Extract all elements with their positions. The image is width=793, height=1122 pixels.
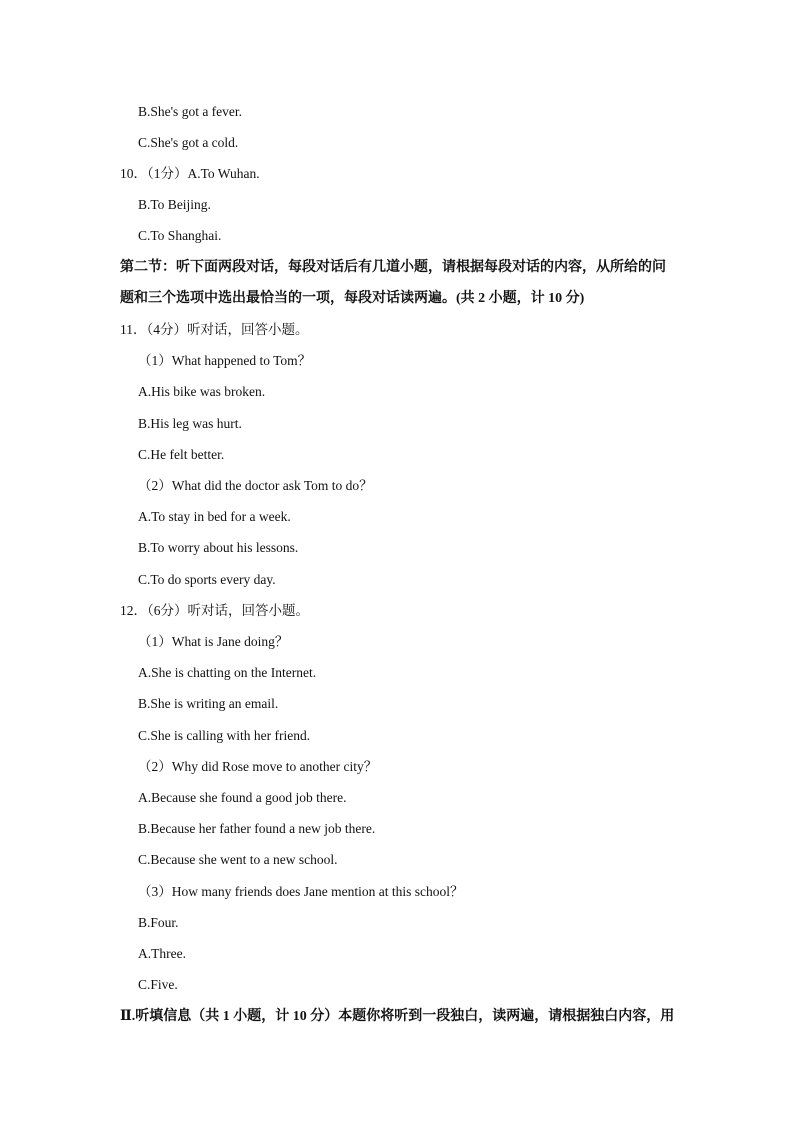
sub-question: （1）What happened to Tom？	[138, 353, 312, 368]
sub-question: （3）How many friends does Jane mention at this school？	[138, 884, 464, 899]
option-line: A.Because she found a good job there.	[138, 790, 347, 805]
option-line: B.To worry about his lessons.	[138, 540, 299, 555]
option-line: A.She is chatting on the Internet.	[138, 665, 317, 680]
option-line: B.Because her father found a new job there.	[138, 821, 376, 836]
option-line: C.He felt better.	[138, 447, 225, 462]
option-line: B.She's got a fever.	[138, 104, 243, 119]
option-line: B.She is writing an email.	[138, 696, 279, 711]
sub-question: （1）What is Jane doing？	[138, 634, 289, 649]
section-heading: 第二节：听下面两段对话，每段对话后有几道小题，请根据每段对话的内容，从所给的问	[120, 260, 666, 275]
option-line: A.Three.	[138, 946, 186, 961]
question-10: 10．（1分）A.To Wuhan.	[120, 166, 260, 181]
option-line: C.To do sports every day.	[138, 572, 276, 587]
option-line: C.Because she went to a new school.	[138, 852, 338, 867]
question-12: 12．（6分）听对话，回答小题。	[120, 603, 309, 618]
question-11: 11．（4分）听对话，回答小题。	[120, 322, 309, 337]
option-line: A.His bike was broken.	[138, 384, 266, 399]
option-line: C.She is calling with her friend.	[138, 728, 311, 743]
option-line: C.To Shanghai.	[138, 228, 222, 243]
option-line: B.To Beijing.	[138, 197, 211, 212]
option-line: B.His leg was hurt.	[138, 416, 242, 431]
sub-question: （2）Why did Rose move to another city？	[138, 759, 378, 774]
option-line: A.To stay in bed for a week.	[138, 509, 291, 524]
sub-question: （2）What did the doctor ask Tom to do？	[138, 478, 373, 493]
option-line: B.Four.	[138, 915, 179, 930]
section-heading-cont: 题和三个选项中选出最恰当的一项，每段对话读两遍。(共 2 小题，计 10 分)	[120, 291, 585, 306]
option-line: C.Five.	[138, 977, 178, 992]
section-heading: Ⅱ.听填信息（共 1 小题，计 10 分）本题你将听到一段独白，读两遍，请根据独白内容，用	[120, 1009, 675, 1024]
option-line: C.She's got a cold.	[138, 135, 239, 150]
